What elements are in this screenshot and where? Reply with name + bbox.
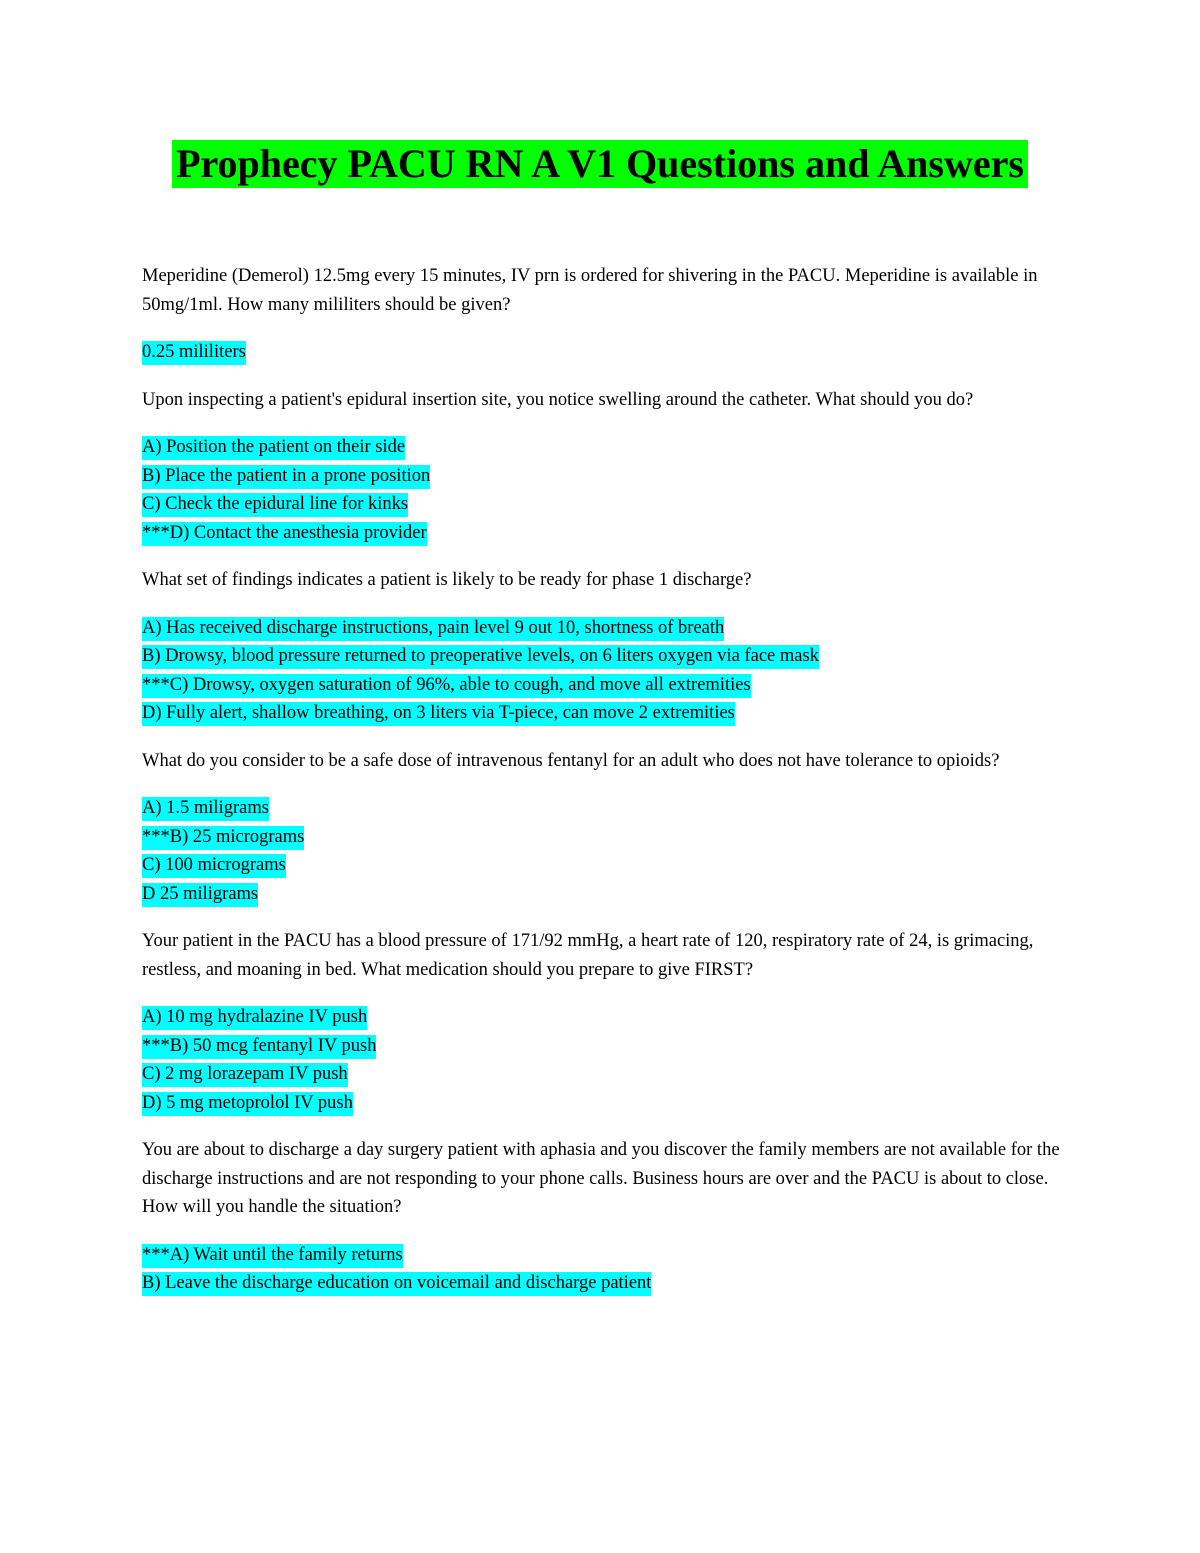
answer-text: D 25 miligrams [142, 883, 258, 907]
answer-list [142, 338, 1062, 367]
answer-text: A) 10 mg hydralazine IV push [142, 1006, 367, 1030]
answer-list [142, 614, 1062, 728]
answer-line [142, 851, 1062, 880]
answer-line [142, 1269, 1062, 1298]
answer-text: ***C) Drowsy, oxygen saturation of 96%, able to cough, and move all extremities [142, 674, 751, 698]
qa-content [142, 262, 1062, 1317]
answer-text: D) 5 mg metoprolol IV push [142, 1092, 353, 1116]
title-container [0, 140, 1200, 188]
answer-line [142, 519, 1062, 548]
answer-line [142, 880, 1062, 909]
question-text: Upon inspecting a patient's epidural insertion site, you notice swelling around the catheter. What should you do? [142, 389, 974, 410]
answer-text: C) Check the epidural line for kinks [142, 493, 408, 517]
answer-line [142, 338, 1062, 367]
answer-line [142, 823, 1062, 852]
answer-list [142, 433, 1062, 547]
answer-text: ***B) 25 micrograms [142, 826, 304, 850]
answer-list [142, 1241, 1062, 1298]
answer-text: A) Has received discharge instructions, pain level 9 out 10, shortness of breath [142, 617, 724, 641]
answer-line [142, 1241, 1062, 1270]
answer-text: B) Leave the discharge education on voicemail and discharge patient [142, 1272, 651, 1296]
answer-text: A) 1.5 miligrams [142, 797, 269, 821]
answer-text: ***A) Wait until the family returns [142, 1244, 403, 1268]
answer-line [142, 671, 1062, 700]
answer-line [142, 1032, 1062, 1061]
answer-text: B) Drowsy, blood pressure returned to preoperative levels, on 6 liters oxygen via face mask [142, 645, 819, 669]
answer-text: ***B) 50 mcg fentanyl IV push [142, 1035, 376, 1059]
answer-text: 0.25 mililiters [142, 341, 246, 365]
question-text: You are about to discharge a day surgery patient with aphasia and you discover the family members are not available for the discharge instructions and are not responding to your phone calls. Business hours are over and the PACU is about to close. How will you handle the situation? [142, 1140, 1060, 1217]
answer-list [142, 794, 1062, 908]
document-title: Prophecy PACU RN A V1 Questions and Answers [172, 140, 1028, 188]
answer-text: A) Position the patient on their side [142, 436, 405, 460]
answer-line [142, 614, 1062, 643]
answer-list [142, 1003, 1062, 1117]
question-text: What do you consider to be a safe dose of intravenous fentanyl for an adult who does not have tolerance to opioids? [142, 750, 1000, 771]
answer-line [142, 699, 1062, 728]
answer-line [142, 490, 1062, 519]
answer-text: ***D) Contact the anesthesia provider [142, 522, 427, 546]
answer-line [142, 433, 1062, 462]
question-text: Meperidine (Demerol) 12.5mg every 15 minutes, IV prn is ordered for shivering in the PACU. Meperidine is available in 50mg/1ml. How many mililiters should be given? [142, 266, 1038, 315]
answer-line [142, 642, 1062, 671]
answer-text: C) 100 micrograms [142, 854, 286, 878]
answer-text: B) Place the patient in a prone position [142, 465, 430, 489]
answer-line [142, 794, 1062, 823]
answer-line [142, 462, 1062, 491]
question-text: What set of findings indicates a patient is likely to be ready for phase 1 discharge? [142, 570, 752, 590]
answer-text: C) 2 mg lorazepam IV push [142, 1063, 348, 1087]
answer-line [142, 1089, 1062, 1118]
question-text: Your patient in the PACU has a blood pressure of 171/92 mmHg, a heart rate of 120, respiratory rate of 24, is grimacing, restless, and moaning in bed. What medication should you prepare to give FIRST? [142, 931, 1034, 980]
answer-text: D) Fully alert, shallow breathing, on 3 liters via T-piece, can move 2 extremities [142, 702, 735, 726]
answer-line [142, 1060, 1062, 1089]
answer-line [142, 1003, 1062, 1032]
